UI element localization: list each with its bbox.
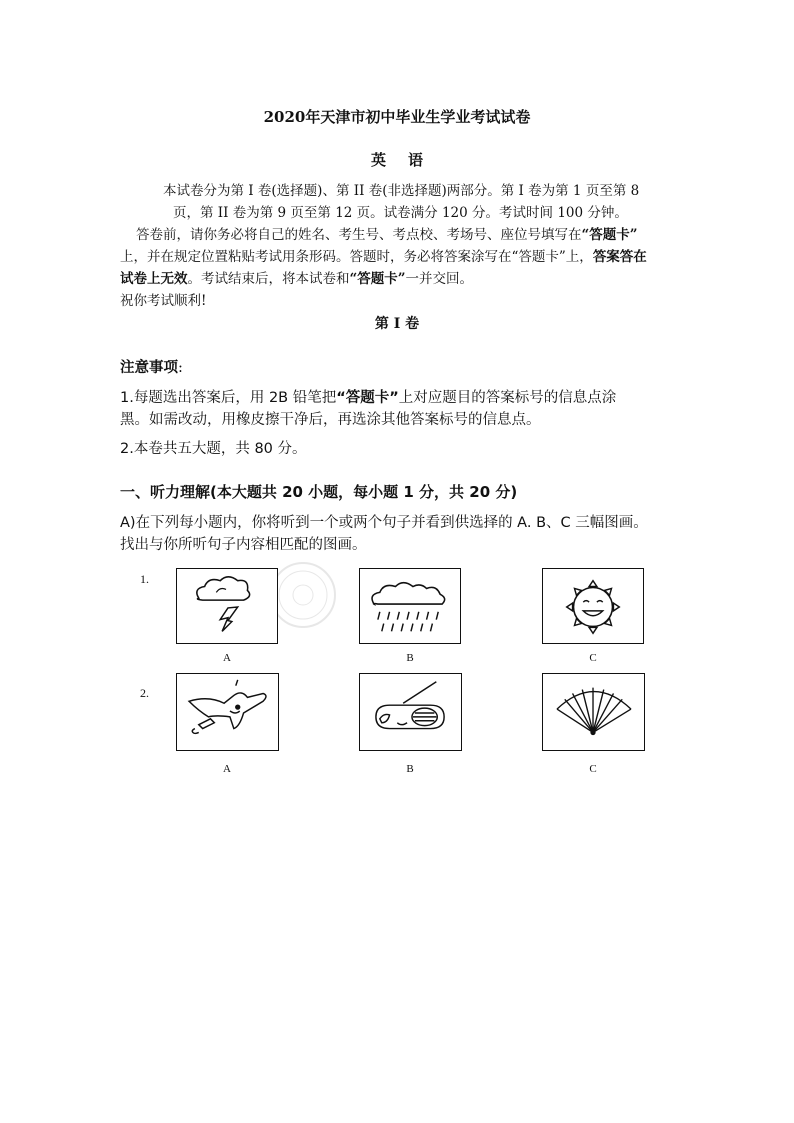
intro-line-3-text: 答卷前，请你务必将自己的姓名、考生号、考点校、考场号、座位号填写在 (136, 227, 582, 243)
q2-option-b-image[interactable] (359, 673, 462, 751)
answer-card-bold-2: “答题卡” (349, 271, 406, 287)
smiling-sun-icon (543, 569, 643, 643)
q2-option-c-label: C (589, 763, 597, 775)
q1-option-a-label: A (223, 652, 231, 664)
intro-line-2: 页，第 II 卷为第 9 页至第 12 页。试卷满分 120 分。考试时间 100 分钟。 (173, 205, 628, 221)
question-number-1: 1. (140, 572, 149, 586)
notice-heading-text: 注意事项 (120, 359, 178, 376)
intro-line-4 (120, 246, 647, 268)
seal-watermark (268, 560, 338, 630)
section-heading: 一、听力理解(本大题共 20 小题，每小题 1 分，共 20 分) (120, 483, 518, 501)
intro-line-1: 本试卷分为第 I 卷(选择题)、第 II 卷(非选择题)两部分。第 I 卷为第 1 页至第 8 (163, 183, 640, 199)
volume-heading: 第 I 卷 (374, 316, 420, 332)
section-instruction-2: 找出与你所听句子内容相匹配的图画。 (120, 537, 367, 553)
notice-item-1-cont: 黑。如需改动，用橡皮擦干净后，再选涂其他答案标号的信息点。 (120, 412, 541, 428)
folding-fan-icon (543, 674, 644, 750)
invalid-answer-bold: 答案答在 (592, 249, 647, 265)
good-luck-line: 祝你考试顺利! (120, 293, 207, 309)
rain-cloud-icon (360, 569, 460, 643)
intro-line-5-end: 一并交回。 (405, 271, 474, 287)
intro-line-4-text: 上，并在规定位置粘贴考试用条形码。答题时，务必将答案涂写在“答题卡”上， (120, 249, 593, 265)
q1-option-a-image[interactable] (176, 568, 278, 644)
exam-title: 2020年天津市初中毕业生学业考试试卷 (263, 108, 531, 126)
q1-option-c-label: C (589, 652, 597, 664)
notice-colon: : (178, 360, 183, 376)
intro-line-3 (136, 224, 638, 246)
q2-option-a-label: A (223, 763, 231, 775)
question-number-2: 2. (140, 686, 149, 700)
invalid-answer-bold-2: 试卷上无效 (120, 271, 188, 287)
notice-item-2: 2.本卷共五大题，共 80 分。 (120, 441, 307, 457)
q1-option-b-image[interactable] (359, 568, 461, 644)
notice-answer-card-bold: “答题卡” (336, 390, 399, 406)
section-instruction-1: A)在下列每小题内，你将听到一个或两个句子并看到供选择的 A. B、C 三幅图画。 (120, 515, 648, 531)
radio-icon (360, 674, 461, 750)
intro-line-5-text: 。考试结束后，将本试卷和 (187, 271, 350, 287)
notice-item-1 (120, 387, 616, 409)
notice-item-1-rest: 上对应题目的答案标号的信息点涂 (398, 390, 617, 406)
q1-option-b-label: B (406, 652, 414, 664)
q1-option-c-image[interactable] (542, 568, 644, 644)
subject-title: 英语 (370, 151, 445, 169)
notice-item-1-text: 1.每题选出答案后，用 2B 铅笔把 (120, 390, 337, 406)
thunderstorm-icon (177, 569, 277, 643)
q2-option-c-image[interactable] (542, 673, 645, 751)
intro-line-5 (120, 268, 473, 290)
q2-option-b-label: B (406, 763, 414, 775)
toy-airplane-icon (177, 674, 278, 750)
answer-card-bold: “答题卡” (581, 227, 638, 243)
q2-option-a-image[interactable] (176, 673, 279, 751)
notice-heading (120, 356, 183, 377)
